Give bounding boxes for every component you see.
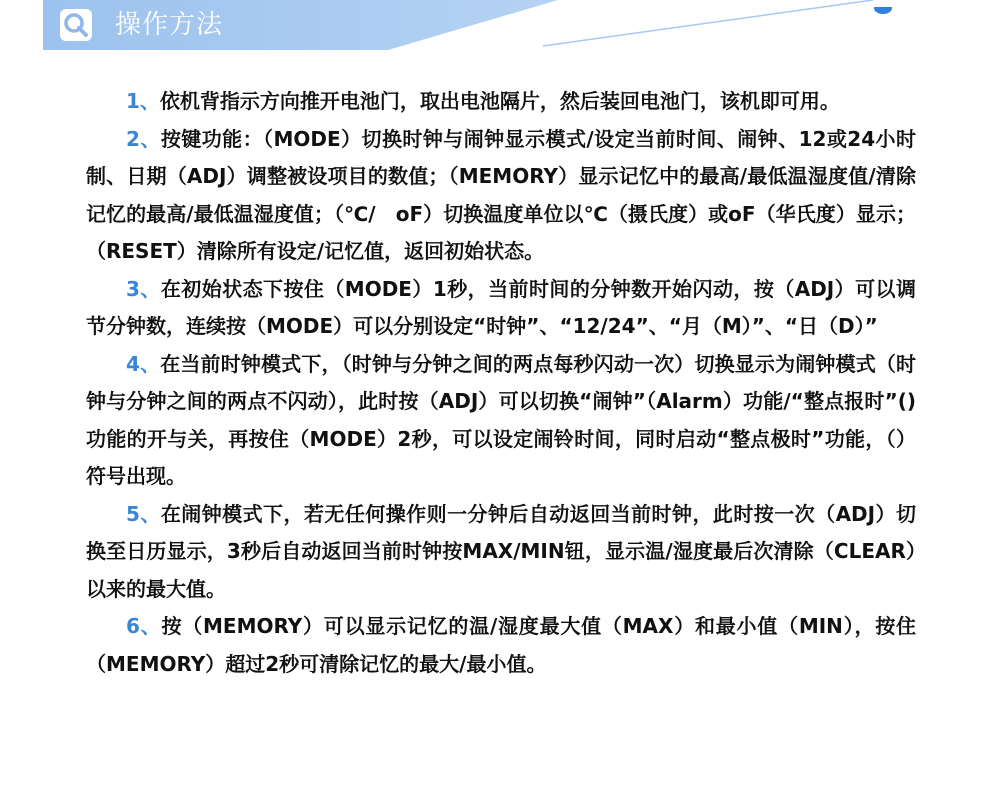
instruction-paragraph-3 (86, 271, 916, 346)
step-number: 1、 (126, 89, 160, 113)
step-text: 在当前时钟模式下，（时钟与分钟之间的两点每秒闪动一次）切换显示为闹钟模式（时钟与分钟之间的两点不闪动），此时按（ADJ）可以切换“闹钟”（Alarm）功能/“整点报时”()功能的开与关，再按住（MODE）2秒，可以设定闹铃时间，同时启动“整点极时”功能，（）符号出现。 (86, 351, 917, 488)
instructions-content (86, 83, 916, 683)
step-number: 6、 (126, 614, 162, 638)
instruction-paragraph-5 (86, 496, 916, 609)
instruction-paragraph-1 (86, 83, 916, 121)
step-text: 在初始状态下按住（MODE）1秒，当前时间的分钟数开始闪动，按（ADJ）可以调节分钟数，连续按（MODE）可以分别设定“时钟”、“12/24”、“月（M）”、“日（D）” (86, 276, 917, 338)
step-number: 3、 (126, 276, 161, 301)
page-title: 操作方法 (115, 10, 224, 40)
instruction-paragraph-2 (86, 121, 916, 271)
search-icon (59, 8, 93, 42)
instruction-paragraph-4 (86, 346, 916, 496)
step-text: 按（MEMORY）可以显示记忆的温/湿度最大值（MAX）和最小值（MIN），按住（MEMORY）超过2秒可清除记忆的最大/最小值。 (86, 614, 916, 676)
step-text: 依机背指示方向推开电池门，取出电池隔片，然后装回电池门，该机即可用。 (159, 89, 840, 113)
step-number: 4、 (126, 351, 161, 376)
instruction-paragraph-6 (86, 608, 916, 683)
step-text: 按键功能：（MODE）切换时钟与闹钟显示模式/设定当前时间、闹钟、12或24小时制、日期（ADJ）调整被设项目的数值；（MEMORY）显示记忆中的最高/最低温湿度值/清除记忆的最高/最低温湿度值；（℃/ oF）切换温度单位以℃（摄氏度）或oF（华氏度）显示；（RESET）清除所有设定/记忆值，返回初始状态。 (86, 126, 917, 263)
step-text: 在闹钟模式下，若无任何操作则一分钟后自动返回当前时钟，此时按一次（ADJ）切换至日历显示，3秒后自动返回当前时钟按MAX/MIN钮，显示温/湿度最后次清除（CLEAR）以来的最大值。 (86, 501, 916, 601)
step-number: 5、 (126, 501, 161, 526)
step-number: 2、 (126, 126, 161, 151)
decorative-dot (865, 0, 895, 8)
